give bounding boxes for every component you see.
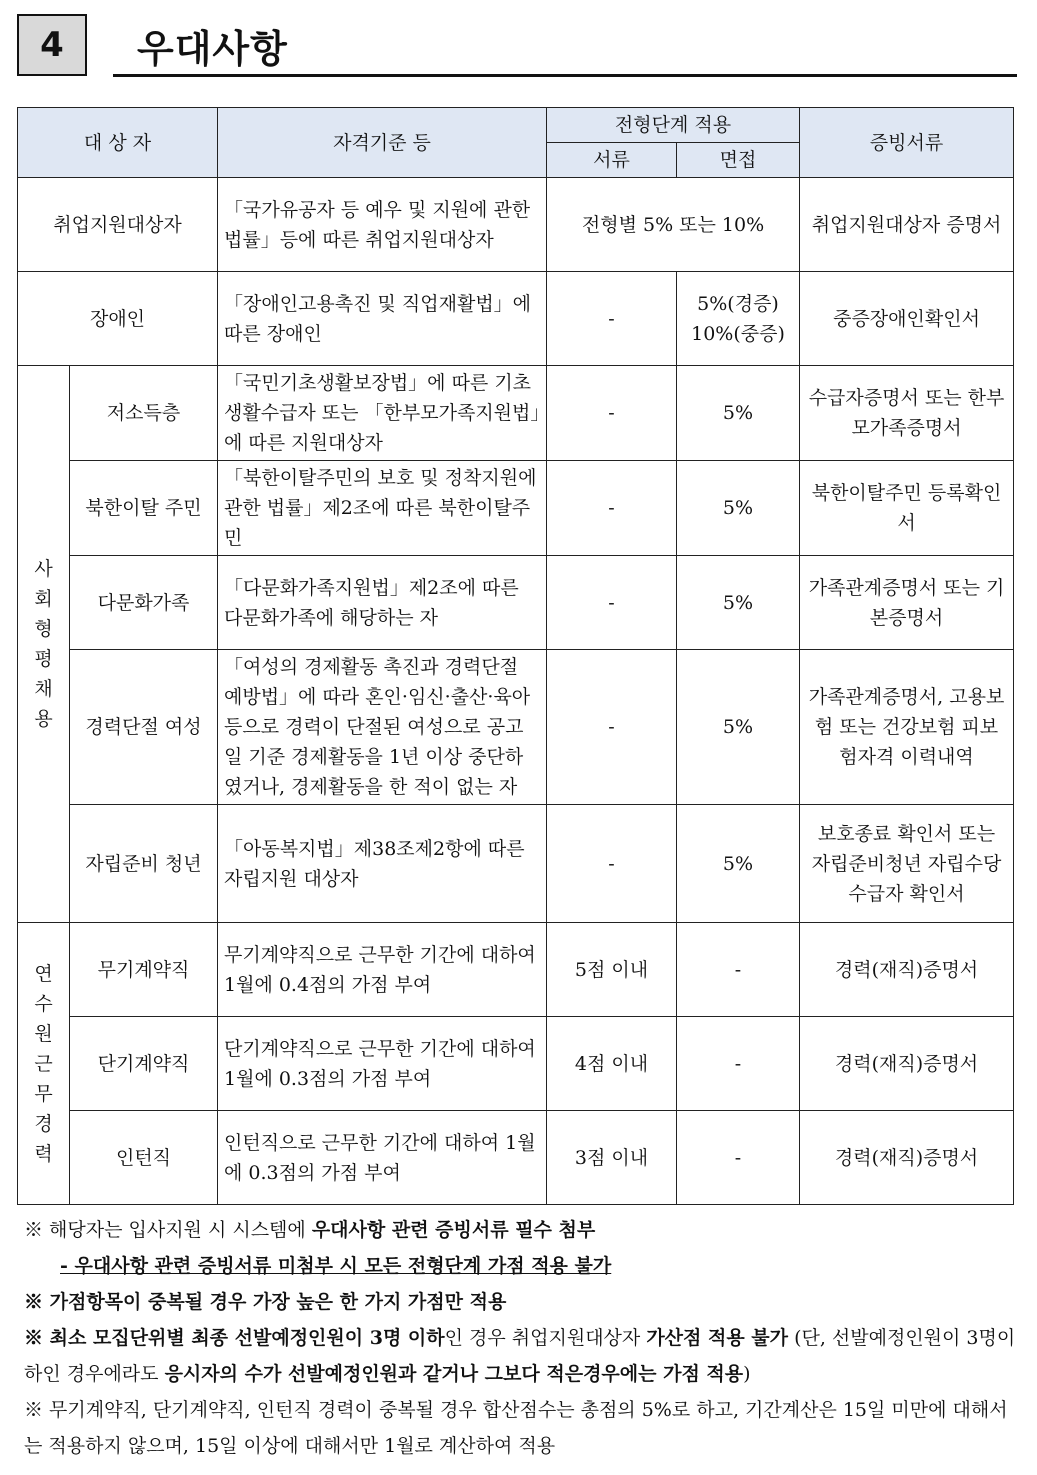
- docs-cell: 4점 이내: [547, 1017, 677, 1111]
- stage-merged-cell: 전형별 5% 또는 10%: [547, 178, 800, 272]
- criteria-cell: 인턴직으로 근무한 기간에 대하여 1월에 0.3점의 가점 부여: [218, 1111, 547, 1205]
- docs-cell: -: [547, 556, 677, 650]
- evidence-cell: 취업지원대상자 증명서: [800, 178, 1014, 272]
- table-row: [18, 805, 1014, 923]
- note-1: [24, 1212, 1024, 1248]
- header-target: 대 상 자: [18, 108, 218, 178]
- header-evidence: 증빙서류: [800, 108, 1014, 178]
- table-row: [18, 1111, 1014, 1205]
- notes-section: [24, 1212, 1024, 1464]
- evidence-cell: 경력(재직)증명서: [800, 1111, 1014, 1205]
- interview-cell: -: [677, 1017, 800, 1111]
- docs-cell: -: [547, 366, 677, 461]
- interview-cell: -: [677, 923, 800, 1017]
- note-3-emphasis-c: 가산점 적용 불가: [646, 1327, 789, 1349]
- criteria-cell: 「다문화가족지원법」제2조에 따른 다문화가족에 해당하는 자: [218, 556, 547, 650]
- header-docs-stage: 서류: [547, 143, 677, 178]
- preference-table: [17, 107, 1014, 1205]
- table-row: [18, 923, 1014, 1017]
- section-number: 4: [17, 14, 87, 76]
- note-3-text-d: (단, 선발예정인원이 3명이하인 경우에라도: [24, 1327, 1016, 1385]
- evidence-cell: 경력(재직)증명서: [800, 1017, 1014, 1111]
- evidence-cell: 북한이탈주민 등록확인서: [800, 461, 1014, 556]
- note-3: [24, 1320, 1024, 1392]
- note-1-sub-text: - 우대사항 관련 증빙서류 미첨부 시 모든 전형단계 가점 적용 불가: [60, 1255, 612, 1277]
- header-interview-stage: 면접: [677, 143, 800, 178]
- interview-cell: 5%: [677, 461, 800, 556]
- evidence-cell: 보호종료 확인서 또는 자립준비청년 자립수당 수급자 확인서: [800, 805, 1014, 923]
- table-row: [18, 461, 1014, 556]
- criteria-cell: 「아동복지법」제38조제2항에 따른 자립지원 대상자: [218, 805, 547, 923]
- target-cell: 무기계약직: [70, 923, 218, 1017]
- evidence-cell: 중증장애인확인서: [800, 272, 1014, 366]
- docs-cell: -: [547, 272, 677, 366]
- interview-cell: 5%: [677, 366, 800, 461]
- note-3-text-f: ): [743, 1363, 751, 1385]
- target-cell: 자립준비 청년: [70, 805, 218, 923]
- target-cell: 다문화가족: [70, 556, 218, 650]
- criteria-cell: 단기계약직으로 근무한 기간에 대하여 1월에 0.3점의 가점 부여: [218, 1017, 547, 1111]
- target-cell: 저소득층: [70, 366, 218, 461]
- criteria-cell: 「여성의 경제활동 촉진과 경력단절 예방법」에 따라 혼인·임신·출산·육아 등으로 경력이 단절된 여성으로 공고일 기준 경제활동을 1년 이상 중단하였거나, 경제활동을 한 적이 없는 자: [218, 650, 547, 805]
- target-cell: 인턴직: [70, 1111, 218, 1205]
- interview-cell: 5%(경증) 10%(중증): [677, 272, 800, 366]
- docs-cell: -: [547, 805, 677, 923]
- criteria-cell: 「북한이탈주민의 보호 및 정착지원에 관한 법률」제2조에 따른 북한이탈주민: [218, 461, 547, 556]
- docs-cell: 5점 이내: [547, 923, 677, 1017]
- interview-cell: 5%: [677, 556, 800, 650]
- interview-cell: 5%: [677, 805, 800, 923]
- evidence-cell: 수급자증명서 또는 한부모가족증명서: [800, 366, 1014, 461]
- interview-cell: -: [677, 1111, 800, 1205]
- target-cell: 장애인: [18, 272, 218, 366]
- evidence-cell: 경력(재직)증명서: [800, 923, 1014, 1017]
- docs-cell: -: [547, 650, 677, 805]
- table-row: [18, 272, 1014, 366]
- note-3-emphasis-a: ※ 최소 모집단위별 최종 선발예정인원이 3명 이하: [24, 1327, 445, 1349]
- target-cell: 경력단절 여성: [70, 650, 218, 805]
- target-cell: 취업지원대상자: [18, 178, 218, 272]
- table-row: [18, 366, 1014, 461]
- table-row: [18, 1017, 1014, 1111]
- note-3-text-b: 인 경우 취업지원대상자: [444, 1327, 647, 1349]
- note-4-text: ※ 무기계약직, 단기계약직, 인턴직 경력이 중복될 경우 합산점수는 총점의 5%로 하고, 기간계산은 15일 미만에 대해서는 적용하지 않으며, 15일 이상에 대해서만 1월로 계산하여 적용: [24, 1399, 1008, 1457]
- criteria-cell: 「국민기초생활보장법」에 따른 기초생활수급자 또는 「한부모가족지원법」에 따른 지원대상자: [218, 366, 547, 461]
- header-criteria: 자격기준 등: [218, 108, 547, 178]
- section-title: 우대사항: [137, 27, 288, 71]
- docs-cell: -: [547, 461, 677, 556]
- note-2: [24, 1284, 1024, 1320]
- note-3-emphasis-e: 응시자의 수가 선발예정인원과 같거나 그보다 적은경우에는 가점 적용: [164, 1363, 744, 1385]
- table-row: [18, 556, 1014, 650]
- evidence-cell: 가족관계증명서 또는 기본증명서: [800, 556, 1014, 650]
- interview-cell: 5%: [677, 650, 800, 805]
- section-header: [17, 14, 1017, 84]
- note-2-text: ※ 가점항목이 중복될 경우 가장 높은 한 가지 가점만 적용: [24, 1291, 507, 1313]
- criteria-cell: 무기계약직으로 근무한 기간에 대하여 1월에 0.4점의 가점 부여: [218, 923, 547, 1017]
- table-row: [18, 650, 1014, 805]
- criteria-cell: 「국가유공자 등 예우 및 지원에 관한 법률」등에 따른 취업지원대상자: [218, 178, 547, 272]
- target-cell: 북한이탈 주민: [70, 461, 218, 556]
- target-cell: 단기계약직: [70, 1017, 218, 1111]
- header-stage: 전형단계 적용: [547, 108, 800, 143]
- criteria-cell: 「장애인고용촉진 및 직업재활법」에 따른 장애인: [218, 272, 547, 366]
- docs-cell: 3점 이내: [547, 1111, 677, 1205]
- note-1-emphasis: 우대사항 관련 증빙서류 필수 첨부: [311, 1219, 596, 1241]
- note-1-text: ※ 해당자는 입사지원 시 시스템에: [24, 1219, 312, 1241]
- title-underline: [113, 74, 1017, 77]
- group-label-social: 사 회 형 평 채 용: [18, 366, 70, 923]
- group-label-career: 연 수 원 근 무 경 력: [18, 923, 70, 1205]
- evidence-cell: 가족관계증명서, 고용보험 또는 건강보험 피보험자격 이력내역: [800, 650, 1014, 805]
- table-row: [18, 178, 1014, 272]
- note-1-sub: [24, 1248, 1024, 1284]
- note-4: [24, 1392, 1024, 1464]
